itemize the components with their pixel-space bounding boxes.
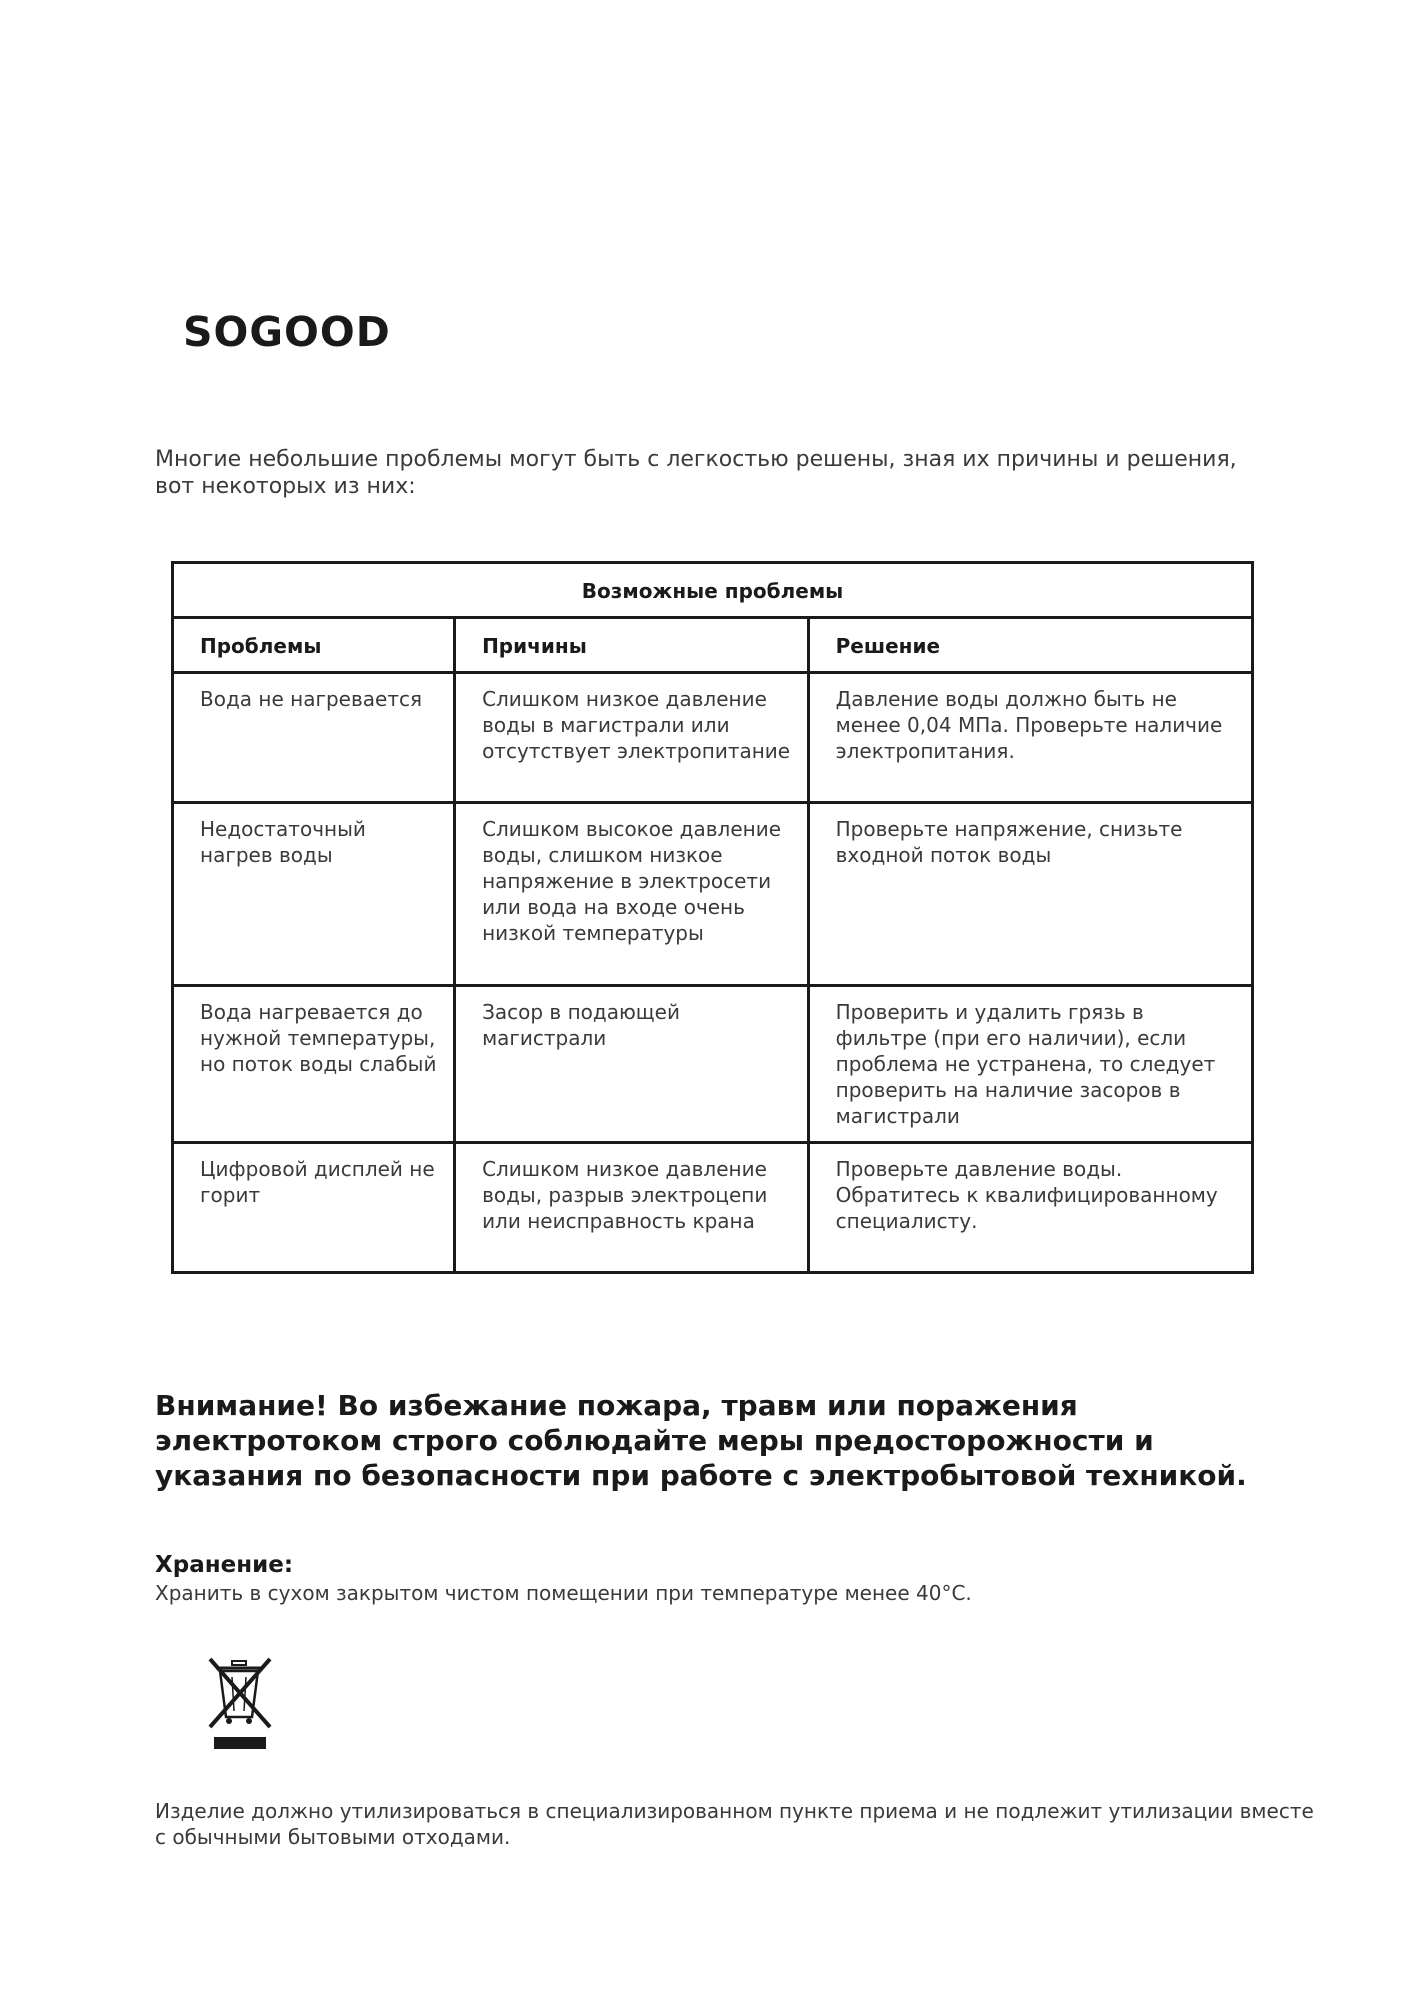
- table-row: [173, 803, 1253, 986]
- crossed-out-bin-icon: [202, 1655, 278, 1755]
- storage-text: Хранить в сухом закрытом чистом помещении при температуре менее 40°С.: [155, 1581, 972, 1605]
- storage-heading: Хранение:: [155, 1552, 294, 1578]
- safety-warning: Внимание! Во избежание пожара, травм или поражения электротоком строго соблюдайте меры предосторожности и указания по безопасности при работе с электробытовой техникой.: [155, 1389, 1247, 1492]
- table-row: [173, 673, 1253, 803]
- brand-logo: SOGOOD: [183, 308, 391, 356]
- problem-cell: Вода нагревается до нужной температуры, но поток воды слабый: [173, 986, 455, 1143]
- cause-cell: Слишком высокое давление воды, слишком низкое напряжение в электросети или вода на входе очень низкой температуры: [455, 803, 809, 986]
- table-row: [173, 1143, 1253, 1273]
- column-header-problems: Проблемы: [173, 618, 455, 673]
- column-header-solution: Решение: [808, 618, 1252, 673]
- column-header-causes: Причины: [455, 618, 809, 673]
- problems-table: [171, 561, 1254, 1274]
- solution-cell: Давление воды должно быть не менее 0,04 МПа. Проверьте наличие электропитания.: [808, 673, 1252, 803]
- cause-cell: Слишком низкое давление воды в магистрали или отсутствует электропитание: [455, 673, 809, 803]
- intro-paragraph: Многие небольшие проблемы могут быть с легкостью решены, зная их причины и решения, вот некоторых из них:: [155, 447, 1237, 499]
- problem-cell: Недостаточный нагрев воды: [173, 803, 455, 986]
- table-header-row: [173, 618, 1253, 673]
- problem-cell: Вода не нагревается: [173, 673, 455, 803]
- disposal-note: Изделие должно утилизироваться в специализированном пункте приема и не подлежит утилизации вместе с обычными бытовыми отходами.: [155, 1799, 1314, 1849]
- table-caption: Возможные проблемы: [173, 563, 1253, 618]
- table-caption-row: [173, 563, 1253, 618]
- cause-cell: Засор в подающей магистрали: [455, 986, 809, 1143]
- cause-cell: Слишком низкое давление воды, разрыв электроцепи или неисправность крана: [455, 1143, 809, 1273]
- solution-cell: Проверьте напряжение, снизьте входной поток воды: [808, 803, 1252, 986]
- solution-cell: Проверьте давление воды. Обратитесь к квалифицированному специалисту.: [808, 1143, 1252, 1273]
- table-row: [173, 986, 1253, 1143]
- problem-cell: Цифровой дисплей не горит: [173, 1143, 455, 1273]
- solution-cell: Проверить и удалить грязь в фильтре (при его наличии), если проблема не устранена, то следует проверить на наличие засоров в магистрали: [808, 986, 1252, 1143]
